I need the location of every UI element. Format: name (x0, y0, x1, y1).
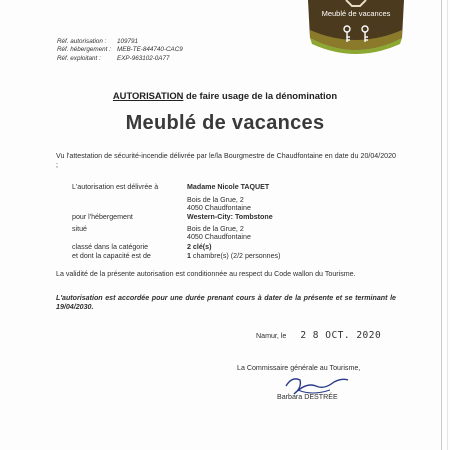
ref-row (57, 55, 183, 63)
situated-label: situé (72, 225, 87, 233)
ref-value: MEB-TE-844740-CAC9 (117, 46, 183, 54)
page-edge (441, 0, 442, 450)
ref-row (57, 46, 183, 54)
intro-paragraph: Vu l'attestation de sécurité-incendie délivrée par le/la Bourgmestre de Chaudfontaine en date du 20/04/2020 ; (56, 152, 396, 169)
validity-paragraph: La validité de la présente autorisation est conditionnée au respect du Code wallon du Tourisme. (56, 270, 356, 278)
date-line (256, 330, 381, 341)
holder-address-line1: Bois de la Grue, 2 (187, 196, 244, 204)
commissaire-title: La Commissaire générale au Tourisme, (237, 364, 361, 372)
page-edge-outer (447, 0, 448, 450)
meuble-logo (302, 0, 410, 58)
capacity-count: 1 (187, 252, 191, 260)
capacity-label: et dont la capacité est de (72, 252, 151, 260)
logo-caption: Meublé de vacances (321, 9, 391, 18)
heading-underlined: AUTORISATION (112, 90, 184, 101)
holder-address-line2: 4050 Chaudfontaine (187, 204, 251, 212)
holder-name: Madame Nicole TAQUET (187, 183, 270, 191)
signer-name: Barbara DESTRÉE (277, 393, 338, 401)
ref-label: Réf. autorisation : (57, 38, 107, 45)
date-stamp: 2 8 OCT. 2020 (300, 330, 382, 341)
lodging-address-line1: Bois de la Grue, 2 (187, 225, 244, 233)
duration-paragraph: L'autorisation est accordée pour une durée prenant cours à dater de la présente et se terminant le 19/04/2030. (56, 294, 396, 311)
capacity-value (187, 252, 280, 261)
heading-rest: de faire usage de la dénomination (183, 90, 338, 101)
ref-value: 109791 (117, 38, 139, 45)
document-title: Meublé de vacances (125, 112, 325, 134)
lodging-label: pour l'hébergement (72, 213, 133, 221)
reference-block (57, 38, 183, 63)
ref-row (57, 38, 183, 46)
delivered-to-label: L'autorisation est délivrée à (72, 183, 159, 191)
document-heading (0, 90, 450, 101)
ref-value: EXP-963102-0A77 (117, 54, 170, 62)
category-label: classé dans la catégorie (72, 243, 149, 251)
ref-label: Réf. hébergement : (57, 46, 111, 54)
lodging-name: Western-City: Tombstone (187, 213, 273, 221)
lodging-address-line2: 4050 Chaudfontaine (187, 233, 251, 241)
ref-label: Réf. exploitant : (57, 54, 101, 62)
capacity-rest: chambre(s) (2/2 personnes) (190, 252, 281, 260)
place-label: Namur, le (256, 332, 287, 340)
category-value: 2 clé(s) (187, 243, 212, 251)
